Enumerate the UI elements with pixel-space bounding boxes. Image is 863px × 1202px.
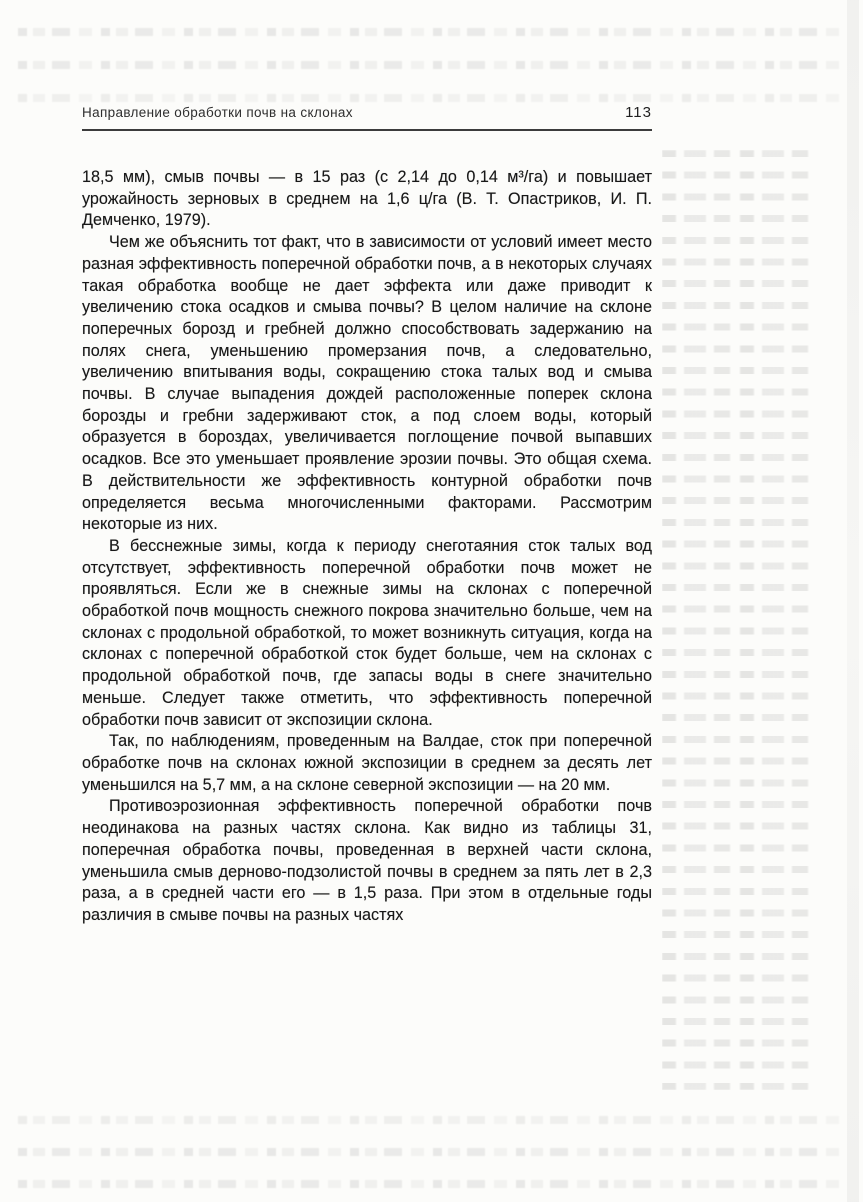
scan-noise-top-1 — [18, 28, 840, 36]
scan-noise-top-2 — [18, 61, 840, 69]
paragraph: Так, по наблюдениям, проведенным на Валдае, сток при поперечной обработке почв на склонах южной экспозиции в среднем за десять лет уменьшился на 5,7 мм, а на склоне северной экспозиции — на 20 мм. — [82, 732, 652, 794]
paragraph: В бесснежные зимы, когда к периоду снеготаяния сток талых вод отсутствует, эффективность поперечной обработки почв может не проявляться. Если же в снежные зимы на склонах с поперечной обработкой почв мощность снежного покрова значительно больше, чем на склонах с продольной обработкой, то может возникнуть ситуация, когда на склонах с поперечной обработкой сток будет больше, чем на склонах с продольной обработкой почв, где запасы воды в снеге значительно меньше. Следует также отметить, что эффективность поперечной обработки почв зависит от экспозиции склона. — [82, 536, 652, 729]
scan-noise-top-3 — [18, 94, 840, 102]
body-text — [82, 167, 652, 927]
scan-noise-bottom-2 — [18, 1148, 840, 1156]
page-number: 113 — [625, 104, 652, 121]
paragraph: 18,5 мм), смыв почвы — в 15 раз (с 2,14 до 0,14 м³/га) и повышает урожайность зерновых в среднем на 1,6 ц/га (В. Т. Опастриков, И. П. Демченко, 1979). — [82, 168, 652, 230]
scan-showthrough-right — [662, 150, 810, 1090]
running-title: Направление обработки почв на склонах — [82, 105, 353, 120]
header-rule — [82, 129, 652, 131]
paragraph: Чем же объяснить тот факт, что в зависимости от условий имеет место разная эффективность поперечной обработки почв, а в некоторых случаях такая обработка вообще не дает эффекта или даже приводит к увеличению стока осадков и смыва почвы? В целом наличие на склоне поперечных борозд и гребней должно способствовать задержанию на полях снега, уменьшению промерзания почв, а следовательно, увеличению впитывания воды, сокращению стока талых вод и смыва почвы. В случае выпадения дождей расположенные поперек склона борозды и гребни задерживают сток, а под слоем воды, который образуется в бороздах, увеличивается поглощение почвой выпавших осадков. Все это уменьшает проявление эрозии почвы. Это общая схема. В действительности же эффективность контурной обработки почв определяется весьма многочисленными факторами. Рассмотрим некоторые из них. — [82, 233, 652, 534]
page-edge-shadow — [847, 0, 859, 1202]
scan-noise-bottom-3 — [18, 1180, 840, 1188]
paragraph: Противоэрозионная эффективность поперечной обработки почв неодинакова на разных частях склона. Как видно из таблицы 31, поперечная обработка почвы, проведенная в верхней части склона, уменьшила смыв дерново-подзолистой почвы в среднем за пять лет в 2,3 раза, а в средней части его — в 1,5 раза. При этом в отдельные годы различия в смыве почвы на разных частях — [82, 797, 652, 924]
page-header — [82, 104, 652, 121]
scan-noise-bottom-1 — [18, 1116, 840, 1124]
text-column — [82, 104, 652, 927]
